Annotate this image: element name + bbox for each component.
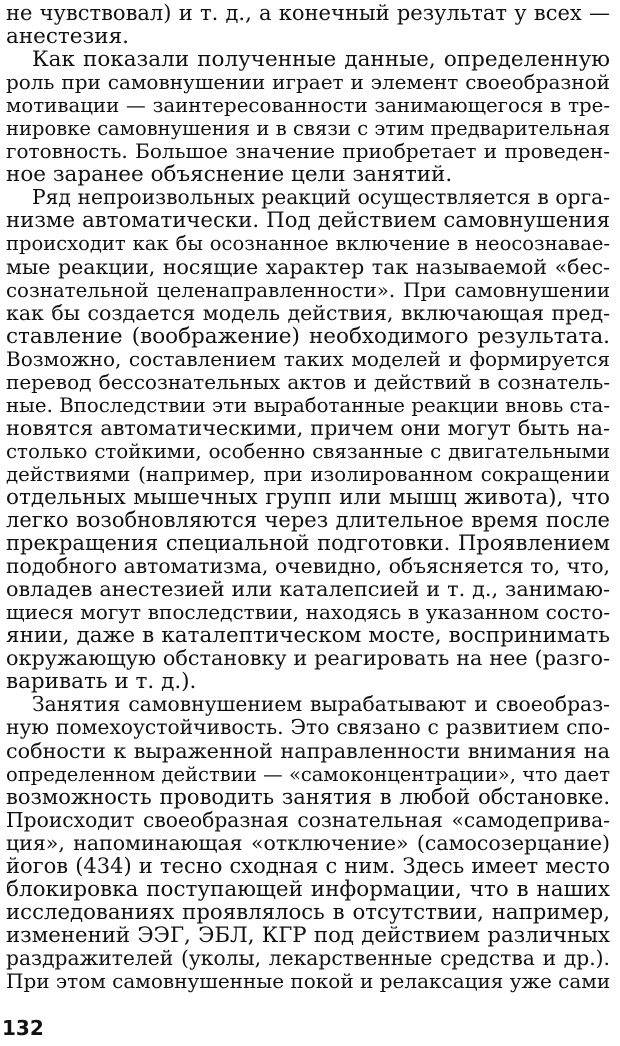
text-line: собности к выраженной направленности внимания на [6,739,610,763]
text-line: прекращения специальной подготовки. Проявлением [6,532,610,556]
text-line: варивать и т. д.). [6,670,197,694]
text-line: йогов (434) и тесно сходная с ним. Здесь имеет место [6,854,610,878]
text-line: окружающую обстановку и реагировать на нее (разго- [6,647,610,671]
text-line: Происходит своеобразная сознательная «самодеприва- [6,808,610,832]
text-line: блокировка поступающей информации, что в наших [6,877,610,901]
text-line: роль при самовнушении играет и элемент своеобразной [6,71,610,95]
text-line: овладев анестезией или каталепсией и т. д., занимаю- [6,578,610,602]
text-line: ция», напоминающая «отключение» (самосозерцание) [6,831,610,855]
text-line: ные. Впоследствии эти выработанные реакции вновь ста- [6,393,610,417]
text-line: Занятия самовнушением вырабатывают и своеобраз- [32,693,610,717]
text-line: отдельных мышечных групп или мышц живота), что [6,485,610,510]
text-line: щиеся могут впоследствии, находясь в указанном состо- [6,601,610,625]
text-line: мые реакции, носящие характер так называемой «бес- [6,255,610,279]
text-line: Возможно, составлением таких моделей и формируется [6,347,610,371]
text-line: нировке самовнушения и в связи с этим предварительная [6,117,610,141]
text-line: изменений ЭЭГ, ЭБЛ, КГР под действием различных [6,923,610,947]
text-line: ное заранее объяснение цели занятий. [6,163,453,187]
text-line: перевод бессознательных актов и действий в сознатель- [6,370,610,394]
text-line: раздражителей (уколы, лекарственные средства и др.). [6,946,610,970]
text-line: ставление (воображение) необходимого результата. [6,324,610,348]
text-line: низме автоматически. Под действием самовнушения [6,209,610,233]
text-line: возможность проводить занятия в любой обстановке. [6,785,610,809]
text-line: легко возобновляются через длительное время после [6,509,610,533]
page-number: 132 [2,1016,44,1040]
text-line: происходит как бы осознанное включение в неосознавае- [6,232,610,256]
text-line: исследованиях проявлялось в отсутствии, например, [6,900,610,924]
text-line: Ряд непроизвольных реакций осуществляется в орга- [32,186,610,210]
text-line: При этом самовнушенные покой и релаксация уже сами [6,969,610,993]
text-line: действиями (например, при изолированном сокращении [6,462,610,486]
text-line: новятся автоматическими, причем они могут быть на- [6,416,610,440]
text-line: как бы создается модель действия, включающая пред- [6,301,610,325]
text-line: подобного автоматизма, очевидно, объясняется то, что, [6,555,610,579]
text-line: определенном действии — «самоконцентрации», что дает [6,762,610,786]
text-line: не чувствовал) и т. д., а конечный результат у всех — [6,2,610,25]
text-line: столько стойкими, особенно связанные с двигательными [6,439,610,463]
text-line: анестезия. [6,25,129,49]
text-line: Как показали полученные данные, определенную [32,48,610,72]
text-line: готовность. Большое значение приобретает и проведен- [6,140,610,164]
text-line: ную помехоустойчивость. Это связано с развитием спо- [6,716,610,740]
text-line: янии, даже в каталептическом мосте, воспринимать [6,624,610,648]
text-line: сознательной целенаправленности». При самовнушении [6,278,610,302]
body-text [6,2,610,993]
text-line: мотивации — заинтересованности занимающегося в тре- [6,94,610,118]
